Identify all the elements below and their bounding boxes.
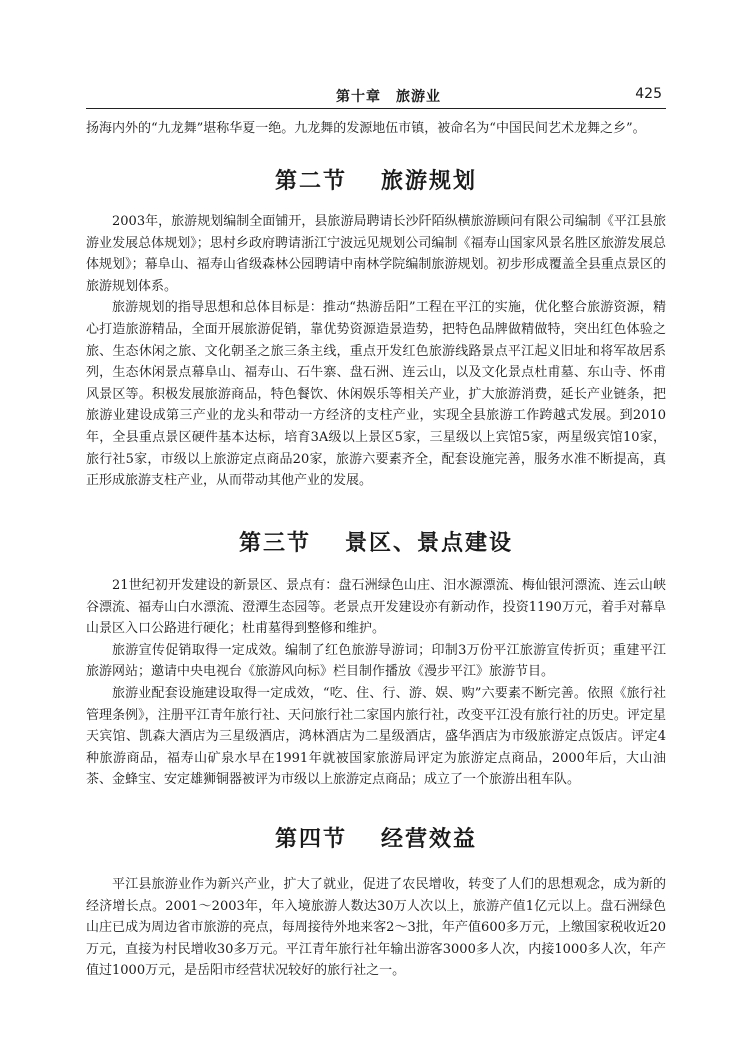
paragraph: 平江县旅游业作为新兴产业，扩大了就业，促进了农民增收，转变了人们的思想观念，成为新的经济增长点。2001～2003年，年入境旅游人数达30万人次以上，旅游产值1亿元以上。盘石洲绿色山庄已成为周边省市旅游的亮点，每周接待外地来客2～3批，年产值600多万元，上缴国家税收近20万元，直接为村民增收30多万元。平江青年旅行社年输出游客3000多人次，内接1000多人次，年产值过1000万元，是岳阳市经营状况较好的旅行社之一。: [86, 877, 666, 979]
paragraph: 旅游业配套设施建设取得一定成效，“吃、住、行、游、娱、购”六要素不断完善。依照《旅行社管理条例》，注册平江青年旅行社、天问旅行社二家国内旅行社，改变平江没有旅行社的历史。评定星天宾馆、凯森大酒店为三星级酒店，鸿林酒店为二星级酒店，盛华酒店为市级旅游定点饭店。评定4种旅游商品，福寿山矿泉水早在1991年就被国家旅游局评定为旅游定点商品，2000年后，大山油茶、金蜂宝、安定雄狮铜器被评为市级以上旅游定点商品；成立了一个旅游出租车队。: [86, 685, 666, 788]
section-body-4: [86, 874, 666, 982]
section-heading-2: [86, 164, 666, 195]
section-body-3: [86, 575, 666, 791]
paragraph: 旅游宣传促销取得一定成效。编制了红色旅游导游词；印制3万份平江旅游宣传折页；重建平江旅游网站；邀请中央电视台《旅游风向标》栏目制作播放《漫步平江》旅游节目。: [86, 642, 666, 680]
paragraph: 21世纪初开发建设的新景区、景点有：盘石洲绿色山庄、汨水源漂流、梅仙银河漂流、连云山峡谷漂流、福寿山白水漂流、澄潭生态园等。老景点开发建设亦有新动作，投资1190万元，着手对幕阜山景区入口公路进行硬化；杜甫墓得到整修和维护。: [86, 578, 666, 637]
paragraph: 2003年，旅游规划编制全面铺开，县旅游局聘请长沙阡陌纵横旅游顾问有限公司编制《平江县旅游业发展总体规划》；思村乡政府聘请浙江宁波远见规划公司编制《福寿山国家风景名胜区旅游发展总体规划》；幕阜山、福寿山省级森林公园聘请中南林学院编制旅游规划。初步形成覆盖全县重点景区的旅游规划体系。: [86, 214, 666, 294]
intro-paragraph-block: [86, 118, 666, 140]
section-title: 经营效益: [381, 827, 478, 852]
page-number: 425: [635, 86, 662, 102]
paragraph: 旅游规划的指导思想和总体目标是：推动“热游岳阳”工程在平江的实施，优化整合旅游资源，精心打造旅游精品，全面开展旅游促销，靠优势资源造景造势，把特色品牌做精做特，突出红色体验之旅、生态休闲之旅、文化朝圣之旅三条主线，重点开发红色旅游线路景点平江起义旧址和将军故居系列，生态休闲景点幕阜山、福寿山、石牛寨、盘石洲、连云山，以及文化景点杜甫墓、东山寺、怀甫风景区等。积极发展旅游商品，特色餐饮、休闲娱乐等相关产业，扩大旅游消费，延长产业链条，把旅游业建设成第三产业的龙头和带动一方经济的支柱产业，实现全县旅游工作跨越式发展。到2010年，全县重点景区硬件基本达标，培育3A级以上景区5家，三星级以上宾馆5家，两星级宾馆10家，旅行社5家，市级以上旅游定点商品20家，旅游六要素齐全，配套设施完善，服务水准不断提高，真正形成旅游支柱产业，从而带动其他产业的发展。: [86, 300, 666, 489]
section-heading-4: [86, 822, 666, 853]
section-heading-3: [86, 526, 666, 557]
section-body-2: [86, 211, 666, 492]
section-title: 旅游规划: [381, 169, 478, 194]
section-number: 第四节: [274, 827, 347, 852]
section-number: 第三节: [238, 531, 311, 556]
intro-paragraph: 扬海内外的“九龙舞”堪称华夏一绝。九龙舞的发源地伍市镇，被命名为“中国民间艺术龙舞之乡”。: [86, 121, 646, 136]
section-title: 景区、景点建设: [345, 531, 514, 556]
running-header: [86, 86, 666, 109]
section-number: 第二节: [274, 169, 347, 194]
chapter-title: 第十章 旅游业: [336, 89, 441, 105]
